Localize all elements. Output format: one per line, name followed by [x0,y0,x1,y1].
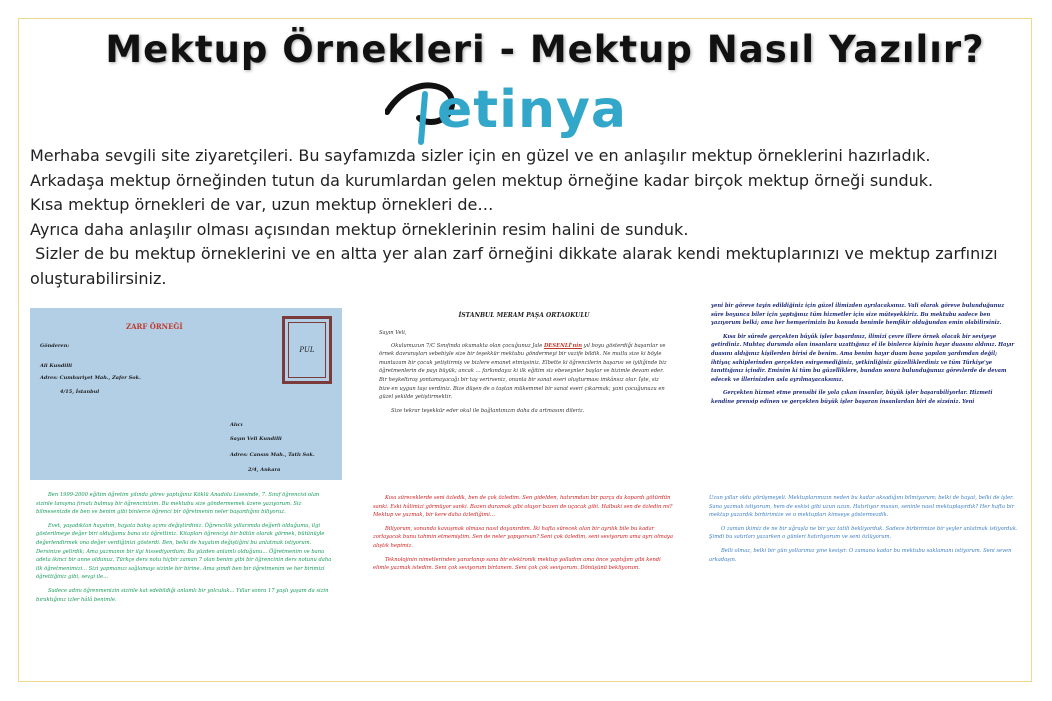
receiver-city: 2/4, Ankara [248,467,281,473]
envelope-example-image[interactable] [30,308,342,480]
friend-letter-body [705,494,1027,564]
stamp-label: PUL [288,322,326,378]
teacher-letter-image[interactable] [30,491,342,672]
governor-letter-image[interactable] [705,302,1023,480]
letter-paragraph: Biliyorum, sonunda kavuşmak olmasa nasıl dayanırdım. İki hafta sürecek olan bir ayrılık bile bu kadar zorlayacak bunu tahmin etmemiştim. Sen de neler yapıyorsun? Seni çok özledim, seni seviyorum ama ayrı olmaya alıştık hepimiz. [373,525,673,549]
sender-label: Gönderen: [40,343,70,349]
petinya-logo[interactable] [385,78,627,148]
letter-paragraph: Evet, yaşadıktan hayatım, hayata bakış açımı değiştirdiniz. Öğrencilik yıllarımda değerli olduğumu, ilgi gösterilmeye değer biri olduğumu bana siz öğrettiniz. Kitapları öğrenciyi bir bütün olarak görmek, bütünüyle değerlendirmek ona değer verdiğinizi gösterdi. Ben, belki de hayatım değiştiğini bu anlatmak istiyorum. Dersinize gelirdik; Ama yazmanın bir ilgi hissediyordum; Bu yüzden anlamlı olduğunu... Öğretmenim ve bana adeta ikinci bir anne oldunuz. Türkçe ders notu hiçbir zaman 7 olan benim gibi bir öğrencinin ders notunu daha ilk öğretmenimizi... Sizi yapmanızı sağlamayı sizinle bir birine. Ama şimdi ben bir öğretmenim ve her birimizi öğrettiğiniz gibi, sevgi ile... [36,522,332,581]
friend-letter-image[interactable] [705,494,1027,674]
letter-paragraph: Sadece adını öğrenmenizin sizinle kat edebildiği anlamlı bir yolculuk... Yıllar sonra 17 yaşlı yaşam da sizin bıraktığınız izler hâlâ benimle. [36,587,329,603]
letter-paragraph: yeni bir göreve tayin edildiğiniz için güzel ilimizden ayrılacaksınız. Vali olarak göreve bulunduğunuz süre boyunca biler için yaptığınız tüm hizmetler için size müteşekkiriz. Bu mektubu sadece ben yazıyorum belki; ama her hemşerimizin bu konuda benimle hemfikir olduğundan emin olabilirsiniz. [711,303,1005,327]
intro-paragraph: Ayrıca daha anlaşılır olması açısından mektup örneklerinin resim halini de sunduk. [30,219,689,239]
love-letter-image[interactable] [365,494,683,672]
stamp-box [282,316,332,384]
page-title: Mektup Örnekleri - Mektup Nasıl Yazılır? [105,28,985,71]
letter-paragraph: Gerçekten hizmet etme prensibi ile yola çıkan insanlar, büyük işler başarabiliyorlar. Hizmeti kendine prensip edinen ve gerçekten büyük işler başaran insanlardan biri de sizsiniz. Yeni [711,390,993,405]
governor-letter-body [705,302,1023,407]
intro-paragraph: Sizler de bu mektup örneklerini ve en altta yer alan zarf örneğini dikkate alarak kendi mektuplarınızı ve mektup zarfınızı oluşturabilirsiniz. [30,244,1003,288]
letter-paragraph: Ben 1999-2000 eğitim öğretim yılında görev yaptığınız Köklü Anadolu Lisesinde, 7. Sınıf öğrencisi olan sizinle tanışma fırsatı bulmuş bir öğrencinizim. Bu mektubu size göndermemek üzere yazıyorum. Siz bilmesenizde de ben ve benim gibi binlerce öğrenci bir öğretmenin neler başardığını biliyoruz. [36,492,320,516]
intro-paragraph: Arkadaşa mektup örneğinden tutun da kurumlardan gelen mektup örneğine kadar birçok mektup örneği sunduk. [30,170,934,190]
student-name-highlight: DESENLİ'nin [543,342,583,349]
school-letter-body [365,329,683,415]
letter-paragraph: Belli olmaz, belki bir gün yollarımız yine kesişir. O zamana kadar bu mektubu saklamanı istiyorum. Seni seven arkadaşın. [709,547,1012,563]
intro-paragraph: Kısa mektup örnekleri de var, uzun mektup örnekleri de… [30,195,494,214]
letter-paragraph: Kısa bir sürede gerçekten büyük işler başardınız, ilimizi çevre illere örnek olacak bir seviyeye getirdiniz. Muhtaç durumda olan insanlara uzattığınız el ile binlerce kişinin hayır duasını aldınız. Hayır duasını aldığınız kişilerden birisi de benim. Ama benim hayır duam bana yapılan yardımdan değil; ihtiyaç sahiplerinden gerçekten esirgemediğiniz, yetkinliğiniz güzelliklerdiniz ve tüm Türkiye'ye tanıttığınız içindir. Eminim ki tüm bu güzelliklere, bundan sonra bulunduğunuz görevlerde de devam edecek ve illerinizden asla ayrılmayacaksınız. [711,333,1015,383]
letter-text: Okulumuzun 7/C Sınıfında okumakta olan çocuğunuz Jale [391,342,544,349]
letter-paragraph: Teknolojinin nimetlerinden yararlanıp sana bir elektronik mektup yolladım ama önce yaptığım gibi kendi elimle yazmak istedim. Seni çok seviyorum birtanem. Seni çok çok seviyorum. Dönüşünü bekliyorum. [373,556,661,572]
sender-city: 4/15, İstanbul [60,389,100,395]
teacher-letter-body [30,491,342,604]
sender-name: Ali Kundilli [40,363,73,369]
love-letter-body [365,494,683,573]
logo-text: etinya [437,80,627,140]
letter-paragraph: Kısa süreceklerde seni özledik, ben de çok özledim. Sen gidelden, hatırımdan bir parça da kopardı götürdün sanki. Eski hâlimizi görmüyor sanki. Bazen duramak gibi oluyor bazen de uçacak gibi. Halbuki sen de özledin mi? Mektup ve yazmak, bir kere daha özlediğimi... [373,495,673,519]
letter-paragraph: Uzun yıllar oldu görüşmeyeli. Mektuplarımızın neden bu kadar aksadığını bilmiyorum; belki de hayat, belki de işler. Sana yazmak istiyorum, hem de eskisi gibi uzun uzun. Hatırlıyor musun, seninle nasıl mektuplaşırdık? Her hafta bir mektup yazardık birbirimize ve o mektupları kimseye göstermezdik. [709,495,1015,519]
receiver-address: Adres: Cansın Mah., Tatlı Sok. [230,452,315,458]
envelope-title: ZARF ÖRNEĞİ [126,322,183,331]
school-letter-image[interactable] [365,306,683,478]
letter-text: yıl boyu gösterdiği başarılar ve örnek davranışları sebebiyle size bir teşekkür mektubu göndermeyi bir vazife bildik. Ne mutlu size ki böyle muntazam bir çocuk yetiştirmiş ve bizlere emanet etmişsiniz. Elbette ki öğrencilerin başarısı ve iyiliğinde biz öğretmenlerin de payı büyük; ancak ... farkındayız ki ilk eğitim siz ebeveynler başlar ve bizimle devam eder. Bir heykeltıraş yontamayacağı bir taş verirseniz, onunla bir sanat eseri oluşturması imkânsız olur. İşte, siz bize en uygun taşı verdiniz. Bize düşen de o taştan mükemmel bir sanat eseri çıkarmak; yani çocuğunuzu en güzel şekilde yetiştirmektir. [379,342,667,401]
intro-text [30,144,1040,291]
school-letter-title: İSTANBUL MERAM PAŞA ORTAOKULU [458,312,590,319]
letter-paragraph: O zaman ikimiz de ne bir uğraşla ne bir yaz tatili bekliyorduk. Sadece birbirimize bir şeyler anlatmak istiyorduk. Şimdi bu satırları yazarken o günleri hatırlıyorum ve seni özlüyorum. [709,525,1018,541]
receiver-name: Sayın Veli Kundilli [230,436,282,442]
intro-paragraph: Merhaba sevgili site ziyaretçileri. Bu sayfamızda sizler için en güzel ve en anlaşılır mektup örneklerini hazırladık. [30,146,931,165]
school-letter-paragraph [379,342,669,402]
receiver-label: Alıcı [230,422,243,428]
school-letter-paragraph: Size tekrar teşekkür eder okul ile bağlantınızın daha da artmasını dileriz. [391,407,585,414]
school-letter-greeting: Sayın Veli, [379,330,407,336]
sender-address: Adres: Cumhuriyet Mah., Zafer Sok. [40,375,141,381]
